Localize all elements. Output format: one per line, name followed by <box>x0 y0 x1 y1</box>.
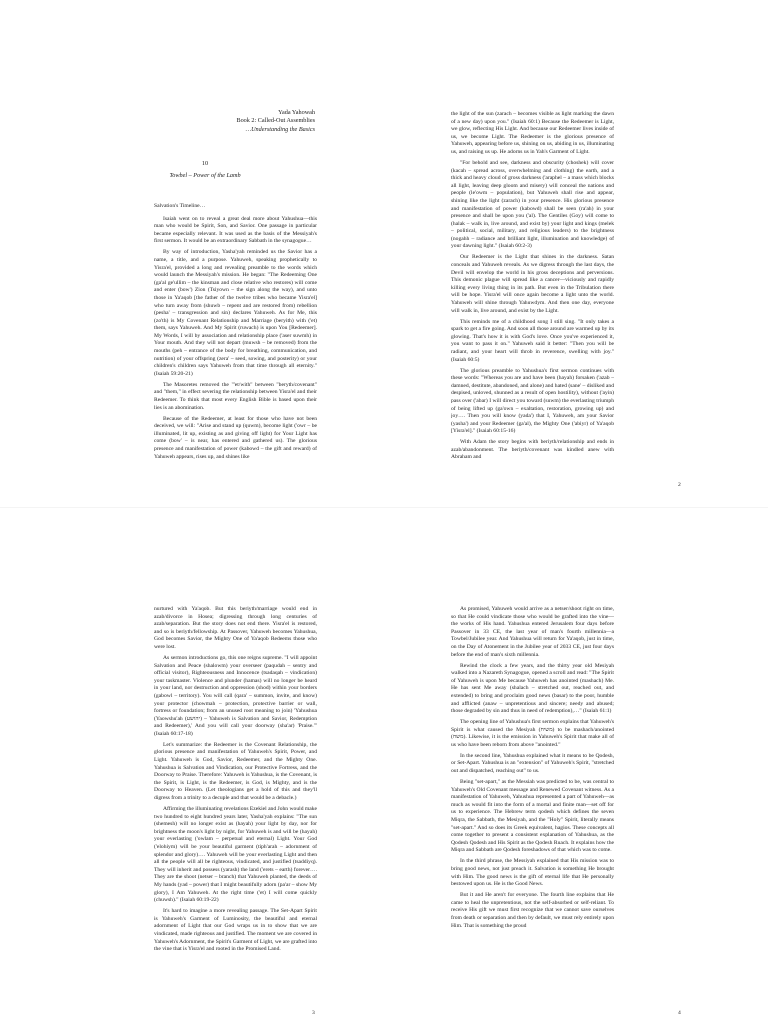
paragraph: nurtured with Ya'aqob. But this beriyth/marriage would end in azab/divorce in Hosea; digressing through long centuries of azab/separation. But the story does not end there. Yisra'el is restored, and so is beriyth/fellowship. At Passover, Yahuweh becomes Yahushua, God becomes Savior, the Mighty One of Ya'aqob Redeems those who were lost. <box>154 606 317 650</box>
page-divider <box>0 507 768 508</box>
page-number: 4 <box>678 1010 681 1016</box>
paragraph: In the third phrase, the Messiyah explained that His mission was to bring good news, not just preach it. Salvation is something He brought with Him. The good news is the gift of eternal life that He personally bestowed upon us. He is the Good News. <box>451 858 614 888</box>
paragraph: Because of the Redeemer, at least for those who have not been deceived, we will: "Arise and stand up (quwm), become light ('owr – be illuminated, lit up, existing as and giving off light) for Your Light has come (bow' – is near, has entered and gathered us). The glorious presence and manifestation of power (kabowd – the gift and reward) of Yahuweh appears, rises up, and shines like <box>154 415 317 460</box>
header-line: Yada Yahowah <box>278 109 315 116</box>
paragraph: With Adam the story begins with beriyth/relationship and ends in azab/abandonment. The beriyth/covenant was kindled anew with Abraham and <box>451 439 614 461</box>
header-line: Book 2: Called-Out Assemblies <box>236 117 315 125</box>
paragraph: the light of the sun (zarach – becomes visible as light marking the dawn of a new day) upon you." (Isaiah 60:1) Because the Redeemer is Light, we glow, reflecting His Light. And because our Redeemer lives inside of us, we become Light. The Redeemer is the glorious presence of Yahuweh, appearing before us, shining on us, abiding in us, illuminating us, and raising us up. He adorns us in Yah's Garment of Light. <box>451 111 614 155</box>
running-header <box>150 109 315 134</box>
page1-right-column <box>451 111 614 499</box>
paragraph: The glorious preamble to Yahushua's first sermon continues with these words: "Whereas you are and have been (hayah) forsaken ('azab – damned, destitute, abandoned, and alone) and hated (sane' – disliked and despised, unloved, shunned as a result of open hostility), without ('ayin) pass over ('abar) I will direct you toward (suwm) the everlasting triumph of being lifted up (ga'own – exaltation, restoration, growing up) and joy…. Then you will know (yada') that I, Yahuweh, am your Savior (yasha') and your Redeemer (ga'al), the Mighty One ('abiyr) of Ya'aqob [Yisra'el]." (Isaiah 60:15-16) <box>451 367 614 435</box>
paragraph: In the second line, Yahushua explained what it means to be Qodesh, or Set-Apart. Yahushua is an "extension" of Yahuweh's Spirit, "stretched out and dispatched, reaching out" to us. <box>451 752 614 775</box>
page2-right-column <box>451 606 614 1006</box>
paragraph: Let's summarize: the Redeemer is the Covenant Relationship, the glorious presence and manifestation of Yahuweh's Spirit, Power, and Light. Yahuweh is God, Savior, Redeemer, and the Mighty One. Yahushua is Salvation and Vindication, our Protective Fortress, and the Doorway to Praise. Therefore: Yahuweh is Yahushua, is the Covenant, is the Spirit, is Light, is the Redeemer, is God, is Mighty, and is the Doorway to Heaven. (Let theologians get a hold of this and they'll digress from a trinity to a decuple and that would be a debacle.) <box>154 741 317 802</box>
chapter-title: Towbel – Power of the Lamb <box>169 172 241 179</box>
chapter-number: 10 <box>201 160 209 167</box>
section-subtitle: Salvation's Timeline… <box>154 203 206 209</box>
page-number: 3 <box>312 1010 315 1016</box>
paragraph: Our Redeemer is the Light that shines in the darkness. Satan conceals and Yahuweh reveals. As we digress through the last days, the Devil will envelop the world in his gross deceptions and perversions. This demonic plague will spread like a cancer—viciously and rapidly killing every living thing in its path. But even in the Tribulation there will be hope. Yisra'el will once again become a light unto the world. Yahuweh will shine through Yahuwdym. And then one day, everyone will walk in, live around, and exist by the Light. <box>451 254 614 314</box>
paragraph: It's hard to imagine a more revealing passage. The Set-Apart Spirit is Yahuweh's Garment of Luminosity, the beautiful and eternal adornment of Light that our God wraps us in to show that we are vindicated, made righteous and justified. The moment we are covered in Yahuweh's Adornment, the Spirit's Garment of Light, we are grafted into the vine that is Yisra'el and rooted in the Promised Land. <box>154 908 317 953</box>
paragraph: The opening line of Yahushua's first sermon explains that Yahuweh's Spirit is what caused the Mesiyah (משיח) to be mashach/anointed (משח). Likewise, it is the emission in Yahuweh's Spirit that make all of us who have been reborn from above "anointed." <box>451 719 614 748</box>
paragraph: Isaiah went on to reveal a great deal more about Yahushua—this man who would be Spirit, Son, and Savior. One passage in particular became especially relevant. It was used as the basis of the Messiyah's first sermon. It would be an extraordinary Sabbath in the synagogue… <box>154 215 317 245</box>
page1-left-column <box>154 203 317 503</box>
paragraph: The Masoretes removed the "'et/with" between "beryth/covenant" and "them," in effect severing the relationship between Yisra'el and their Redeemer. To think that most every English Bible is based upon their lies is an abomination. <box>154 381 317 411</box>
paragraph: Rewind the clock a few years, and the thirty year old Mesiyah walked into a Nazareth Synagogue, opened a scroll and read: "The Spirit of Yahuweh is upon Me because Yahuweh has anointed (mashach) Me. He has sent Me away (shalach – stretched out, reached out, and extended) to bring and proclaim good news (basar) to the poor, humble and afflicted (anaw – unpretentious and sincere; needy and abused; those degraded by sin and thus in need of redemption),…" (Isaiah 61:1) <box>451 662 614 715</box>
paragraph: As promised, Yahuweh would arrive as a netser/shoot right on time, so that He could vindicate those who would be grafted into the vine—the works of His hand. Yahushua entered Jerusalem four days before Passover in 33 CE, the last year of man's fourth millennia—a Towbel/Jubilee year. And Yahushua will return for Ya'aqob, just in time, on the Day of Atonement in the Jubilee year of 2033 CE, just four days before the end of man's sixth millennia. <box>451 606 614 658</box>
paragraph: Affirming the illuminating revelations Ezekiel and John would make two hundred to eight hundred years later, Yasha'yah explains: "The sun (shemesh) will no longer exist as (hayah) your light by day, nor for brightness the moon's light by night, for Yahuweh is and will be (hayah) your everlasting ('owlam – perpetual and eternal) Light. Your God ('elohiym) will be your beautiful garment (tiph'arah – adornment of splendor and glory)…. Yahuweh will be your everlasting Light and then all the people will all be righteous, vindicated, and justified (tsaddiyq). They will inherit and possess (yarash) the land ('erets – earth) forever…. They are the shoot (netser – branch) that Yahuweh planted, the deeds of My hands (yad – power) that I might beautifully adorn (pa'ar – show My glory), I Am Yahuweh. At the right time ('et) I will come quickly (chuwsh)." (Isaiah 60:19-22) <box>154 806 317 904</box>
header-line: …Understanding the Basics <box>245 125 315 133</box>
paragraph: But it and He aren't for everyone. The fourth line explains that He came to heal the unpretentious, not the self-absorbed or self-reliant. To receive His gift we must first recognize that we cannot save ourselves from death or separation and then by default, we must rely entirely upon Him. That is something the proud <box>451 892 614 929</box>
paragraph: This reminds me of a childhood song I still sing. "It only takes a spark to get a fire going. And soon all those around are warmed up by its glowing. That's how it is with God's love. Once you've experienced it, you want to pass it on." Yahuweh said it better: "Then you will be radiant, and your heart will throb in reverence, swelling with joy." (Isaiah 60:5) <box>451 318 614 363</box>
paragraph: As sermon introductions go, this one reigns supreme. "I will appoint Salvation and Peace (shalowm) your overseer (paqudah – sentry and official visitor), Righteousness and Innocence (tsadaqah – vindication) your taskmaster. Violence and plunder (hamas) will no longer be heard in your land, nor destruction and oppression (shod) within your borders (gabowl – territory). You will call (qara' – summon, invite, and know) your protector (chowmah – protection, protective barrier or wall, fortress or foundation; from an unused root meaning to join) 'Yahushua (Yaowshu'ah (יהושע) – Yahuweh is Salvation and Savior, Redemption and Redeemer),' And you will call your doorway (sha'ar) 'Praise.'" (Isaiah 60:17-18) <box>154 654 317 737</box>
page-number: 2 <box>678 482 681 488</box>
page2-left-column <box>154 606 317 1006</box>
paragraph: By way of introduction, Yasha'yah reminded us the Savior has a name, a title, and a purpose. Yahuweh, speaking prophetically to Yisra'el, provided a long and revealing preamble to the words which would launch the Messiyah's mission. He began: "The Redeeming One (ga'al ge'ullim – the kinsman and close relative who restores) will come and enter (bow') Zion (Tsiyown – the sign along the way), and unto those in Ya'aqob [the father of the twelve tribes who became Yisra'el] who turn away from (shuwb – repent and are restored from) rebellion (pesha' – transgression and sin) declares Yahuweh. As for Me, this (zo'th) is My Covenant Relationship and Marriage (beryith) with ('et) them, says Yahuweh. And My Spirit (ruwach) is upon You [Redeemer]. My Words, I will by association and relationship place ('aser suwmh) in Your mouth. And they will not depart (muwsh – be removed) from the mouths (peh – entrance of the body for breathing, communication, and nutrition) of your offspring (zera' – seed, sowing, and posterity) or your children's children says Yahuweh from that time through all eternity." (Isaiah 59:20-21) <box>154 249 317 377</box>
paragraph: Being "set-apart," as the Messiah was predicted to be, was central to Yahuweh's Old Covenant message and Renewed Covenant witness. As a manifestation of Yahuweh, Yahushua represented a part of Yahuweh—as much as would fit into the form of a mortal and finite man—set off for us to experience. The Hebrew term qodesh which defines the seven Miqra, the Sabbath, the Mesiyah, and the "Holy" Spirit, literally means "set-apart." And so does its Greek equivalent, hagios. These concepts all come together to present a consistent explanation of Yahushua, as the Qodesh Qodesh and His Spirit as the Qodesh Ruach. It explains how the Miqra and Sabbath are Qodesh foreshadows of that which was to come. <box>451 779 614 854</box>
paragraph: "For behold and see, darkness and obscurity (choshek) will cover (kacah – spread across, overwhelming and clothing) the earth, and a thick and heavy cloud of gross darkness ('araphel – a mass which blocks all light, leaving deep gloom and misery) will conceal the nations and people (le'owm – population), but Yahuweh shall rise and appear, shining like the light (zarach) in your presence. His glorious presence and manifestation of power (kabowd) shall be seen (ra'ah) in your presence and shall be upon you ('al). The Gentiles (Goy) will come to (halak – walk in, live around, and exist by) your light and kings (melek – political, social, military, and religious leaders) to the brightness (nogahh – radiance and brilliant light, illumination and knowledge) of your dawning light." (Isaiah 60:2-3) <box>451 159 614 250</box>
